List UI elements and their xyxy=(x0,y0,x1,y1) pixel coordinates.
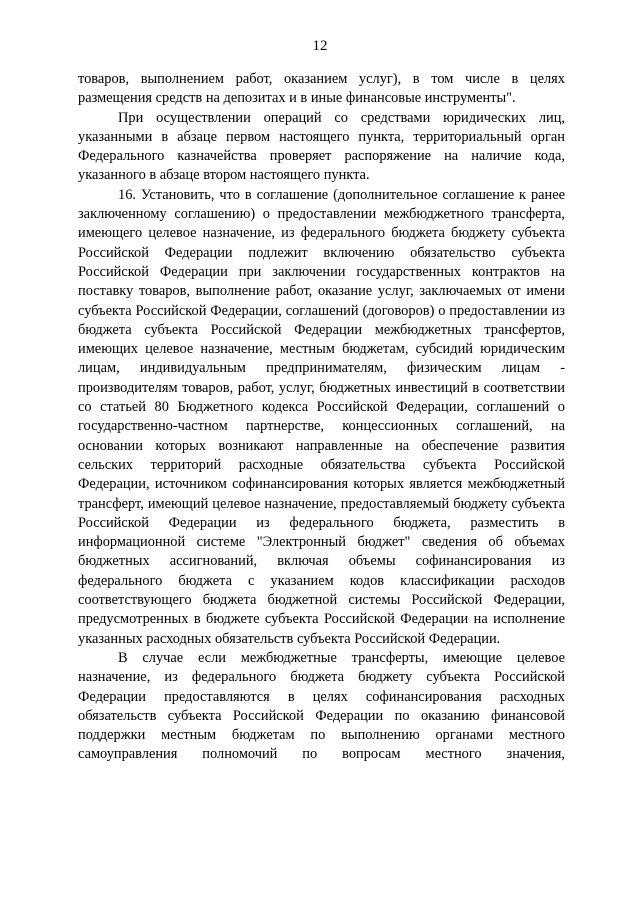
page-number: 12 xyxy=(312,38,328,54)
paragraph-continuation: товаров, выполнением работ, оказанием услуг), в том числе в целях размещения средств на депозитах и в иные финансовые инструменты". xyxy=(78,71,565,107)
document-body xyxy=(78,70,565,765)
paragraph: При осуществлении операций со средствами юридических лиц, указанными в абзаце первом настоящего пункта, территориальный орган Федерального казначейства проверяет распоряжение на наличие кода, указанного в абзаце втором настоящего пункта. xyxy=(78,109,565,184)
paragraph-item-16: 16. Установить, что в соглашение (дополнительное соглашение к ранее заключенному соглашению) о предоставлении межбюджетного трансферта, имеющего целевое назначение, из федерального бюджета бюджету субъекта Российской Федерации подлежит включению обязательство субъекта Российской Федерации при заключении государственных контрактов на поставку товаров, выполнение работ, оказание услуг, заключаемых от имени субъекта Российской Федерации, соглашений (договоров) о предоставлении из бюджета субъекта Российской Федерации межбюджетных трансфертов, имеющих целевое назначение, местным бюджетам, субсидий юридическим лицам, индивидуальным предпринимателям, физическим лицам - производителям товаров, работ, услуг, бюджетных инвестиций в соответствии со статьей 80 Бюджетного кодекса Российской Федерации, соглашений о государственно-частном партнерстве, концессионных соглашений, на основании которых возникают направленные на обеспечение развития сельских территорий расходные обязательства субъекта Российской Федерации, источником софинансирования которых является межбюджетный трансферт, имеющий целевое назначение, предоставляемый бюджету субъекта Российской Федерации из федерального бюджета, разместить в информационной системе "Электронный бюджет" сведения об объемах бюджетных ассигнований, включая объемы софинансирования из федерального бюджета с указанием кодов классификации расходов соответствующего бюджета бюджетной системы Российской Федерации, предусмотренных в бюджете субъекта Российской Федерации на исполнение указанных расходных обязательств субъекта Российской Федерации. xyxy=(78,186,565,647)
paragraph: В случае если межбюджетные трансферты, имеющие целевое назначение, из федерального бюджета бюджету субъекта Российской Федерации предоставляются в целях софинансирования расходных обязательств субъекта Российской Федерации по оказанию финансовой поддержки местным бюджетам по выполнению органами местного самоуправления полномочий по вопросам местного значения, xyxy=(78,649,565,763)
